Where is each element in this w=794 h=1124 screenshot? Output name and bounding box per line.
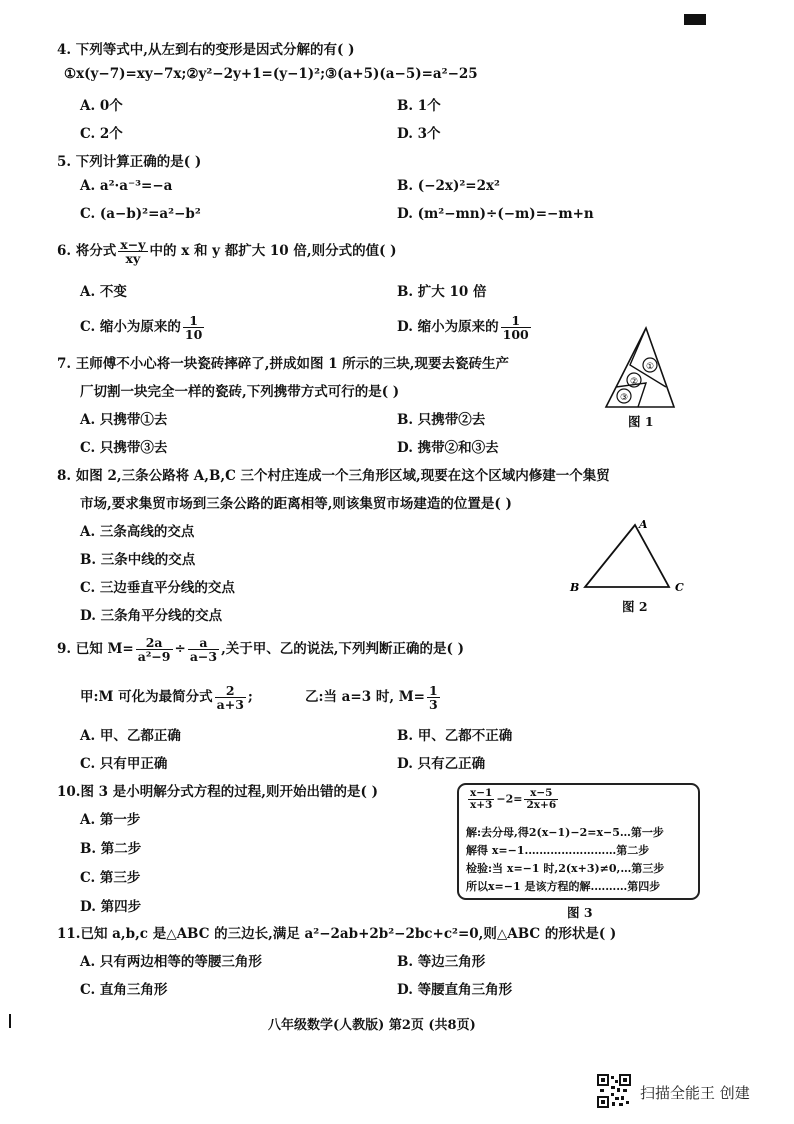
- q9-yi-fraction: $\frac{1}{3}$: [429, 683, 438, 713]
- q7-line2: 厂切割一块完全一样的瓷砖,下列携带方式可行的是( ): [80, 384, 400, 400]
- figure-2-caption: 图 2: [622, 599, 648, 614]
- figure-2-label-a: A: [639, 518, 648, 531]
- q9-fraction-1: $\frac{2a}{\text{a²−9}}$: [137, 635, 171, 665]
- figure-3-step-2: 解得 x=−1.……………………第二步: [466, 844, 650, 857]
- q5-stem: 5. 下列计算正确的是( ): [57, 154, 202, 170]
- q5-option-a[interactable]: A. a²·a⁻³=−a: [80, 178, 173, 194]
- q10-option-d[interactable]: D. 第四步: [80, 899, 142, 915]
- q4-option-d[interactable]: D. 3个: [397, 126, 441, 142]
- figure-3-solution-box: [457, 783, 700, 900]
- q6-stem-pre: 6. 将分式: [57, 243, 117, 260]
- figure-2-triangle: [565, 518, 695, 598]
- q6-stem: [57, 238, 397, 265]
- q5-option-c[interactable]: C. (a−b)²=a²−b²: [80, 206, 201, 222]
- q7-option-b[interactable]: B. 只携带②去: [397, 412, 486, 428]
- q6-stem-post: 中的 x 和 y 都扩大 10 倍,则分式的值( ): [149, 243, 397, 260]
- q4-option-c[interactable]: C. 2个: [80, 126, 123, 142]
- q6-option-c-fraction: $\frac{1}{10}$: [184, 313, 203, 343]
- figure-3-step-3: 检验:当 x=−1 时,2(x+3)≠0,…第三步: [466, 862, 665, 875]
- q8-line1: 8. 如图 2,三条公路将 A,B,C 三个村庄连成一个三角形区域,现要在这个区域内修建一个集贸: [57, 468, 610, 484]
- q10-option-a[interactable]: A. 第一步: [80, 812, 141, 828]
- q6-fraction: $\frac{x-y}{xy}$: [120, 237, 146, 267]
- q8-line2: 市场,要求集贸市场到三条公路的距离相等,则该集贸市场建造的位置是( ): [80, 496, 512, 512]
- q9-stem: 9. 已知 M= $\frac{2a}{\text{a²−9}}$ ÷ $\frac{a}{a-3}$ ,关于甲、乙的说法,下列判断正确的是( ): [57, 635, 464, 665]
- q6-option-b[interactable]: B. 扩大 10 倍: [397, 284, 487, 300]
- q8-option-a[interactable]: A. 三条高线的交点: [80, 524, 195, 540]
- figure-1-caption: 图 1: [628, 414, 654, 429]
- q9-option-c[interactable]: C. 只有甲正确: [80, 756, 168, 772]
- q9-option-a[interactable]: A. 甲、乙都正确: [80, 728, 181, 744]
- figure-2-label-c: C: [675, 581, 684, 594]
- q9-yi: 乙:当 a=3 时, M= $\frac{1}{3}$: [305, 683, 438, 713]
- q10-option-b[interactable]: B. 第二步: [80, 841, 142, 857]
- q5-option-d[interactable]: D. (m²−mn)÷(−m)=−m+n: [397, 206, 594, 222]
- scanner-watermark: 扫描全能王 创建: [640, 1084, 750, 1102]
- q10-option-c[interactable]: C. 第三步: [80, 870, 141, 886]
- figure-1-label-3: ③: [619, 393, 629, 403]
- figure-3-equation: $\frac{x-1}{x+3}$ −2= $\frac{x-5}{2x+6}$: [470, 787, 557, 812]
- q9-fraction-2: $\frac{a}{a-3}$: [189, 635, 218, 665]
- q6-option-a[interactable]: A. 不变: [80, 284, 127, 300]
- q11-option-a[interactable]: A. 只有两边相等的等腰三角形: [80, 954, 262, 970]
- figure-1-label-1: ①: [645, 362, 655, 372]
- q7-option-d[interactable]: D. 携带②和③去: [397, 440, 499, 456]
- figure-1-label-2: ②: [629, 377, 639, 387]
- q9-option-d[interactable]: D. 只有乙正确: [397, 756, 486, 772]
- margin-mark: [9, 1014, 11, 1028]
- q6-option-d[interactable]: D. 缩小为原来的 $\frac{1}{100}$: [397, 313, 529, 343]
- q5-option-b[interactable]: B. (−2x)²=2x²: [397, 178, 500, 194]
- q11-stem: 11.已知 a,b,c 是△ABC 的三边长,满足 a²−2ab+2b²−2bc+c²=0,则△ABC 的形状是( ): [57, 926, 617, 942]
- q8-option-c[interactable]: C. 三边垂直平分线的交点: [80, 580, 235, 596]
- q11-option-d[interactable]: D. 等腰直角三角形: [397, 982, 513, 998]
- q4-items: ①x(y−7)=xy−7x;②y²−2y+1=(y−1)²;③(a+5)(a−5)=a²−25: [64, 66, 478, 82]
- q7-line1: 7. 王师傅不小心将一块瓷砖摔碎了,拼成如图 1 所示的三块,现要去瓷砖生产: [57, 356, 509, 372]
- figure-2-label-b: B: [570, 581, 580, 594]
- figure-3-step-1: 解:去分母,得2(x−1)−2=x−5…第一步: [466, 826, 664, 839]
- corner-mark: [684, 14, 706, 25]
- q9-jia: 甲:M 可化为最简分式 $\frac{2}{a+3}$ ;: [80, 683, 253, 713]
- q8-option-d[interactable]: D. 三条角平分线的交点: [80, 608, 223, 624]
- figure-3-caption: 图 3: [567, 905, 593, 920]
- page-footer: 八年级数学(人教版) 第2页 (共8页): [268, 1018, 476, 1033]
- q4-option-b[interactable]: B. 1个: [397, 98, 441, 114]
- q6-option-c[interactable]: C. 缩小为原来的 $\frac{1}{10}$: [80, 313, 203, 343]
- q9-option-b[interactable]: B. 甲、乙都不正确: [397, 728, 513, 744]
- figure-3-step-4: 所以x=−1 是该方程的解.………第四步: [466, 880, 661, 893]
- q11-option-c[interactable]: C. 直角三角形: [80, 982, 168, 998]
- q11-option-b[interactable]: B. 等边三角形: [397, 954, 486, 970]
- q7-option-c[interactable]: C. 只携带③去: [80, 440, 168, 456]
- q7-option-a[interactable]: A. 只携带①去: [80, 412, 168, 428]
- q4-stem: 4. 下列等式中,从左到右的变形是因式分解的有( ): [57, 42, 355, 58]
- q6-option-d-fraction: $\frac{1}{100}$: [502, 313, 529, 343]
- q9-jia-fraction: $\frac{2}{a+3}$: [216, 683, 244, 713]
- figure-1-triangle: [600, 325, 680, 415]
- q4-option-a[interactable]: A. 0个: [80, 98, 123, 114]
- q10-stem: 10.图 3 是小明解分式方程的过程,则开始出错的是( ): [57, 784, 378, 800]
- qr-code-icon: [597, 1074, 631, 1108]
- q8-option-b[interactable]: B. 三条中线的交点: [80, 552, 196, 568]
